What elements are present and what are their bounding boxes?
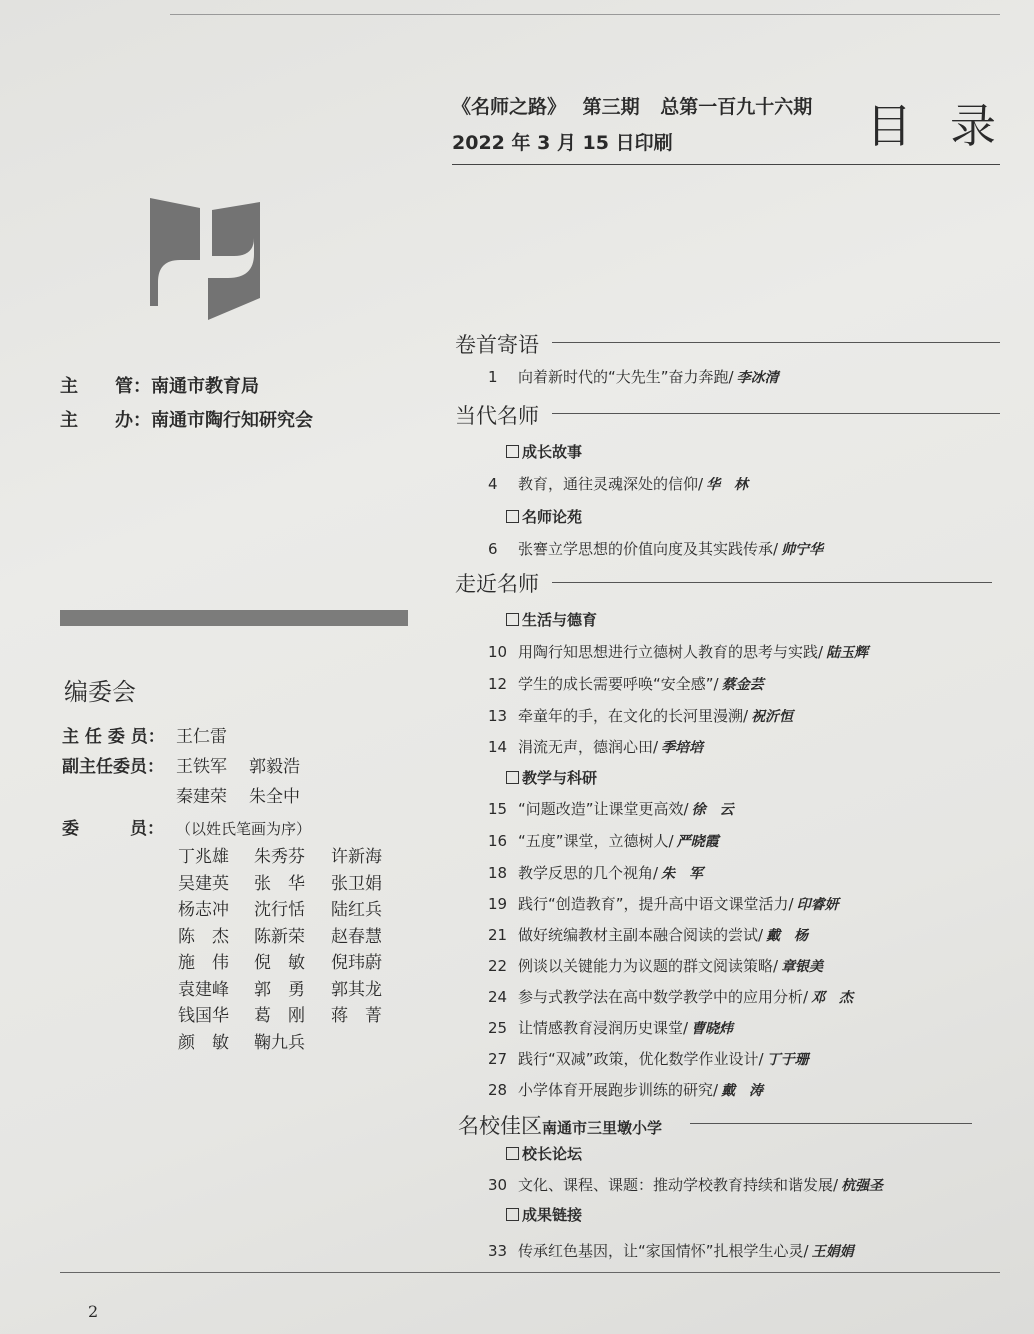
section-rule (552, 413, 1000, 414)
footer-rule (60, 1272, 1000, 1273)
deputy-name: 秦建荣 (176, 787, 227, 807)
issue-number: 第三期 (582, 96, 640, 118)
toc-entry[interactable] (488, 366, 779, 387)
member-name: 陈 杰 (178, 926, 229, 947)
magazine-name: 《名师之路》 (452, 96, 567, 118)
entry-author: 陆玉辉 (826, 645, 869, 661)
member-name: 朱秀芬 (254, 847, 305, 867)
entry-page: 19 (488, 895, 508, 913)
entry-title: 文化、课程、课题：推动学校教育持续和谐发展/ (518, 1176, 839, 1194)
member-name: 倪玮蔚 (331, 953, 382, 973)
entry-author: 章银美 (781, 959, 824, 975)
toc-entry[interactable] (488, 705, 793, 726)
deputy-name: 朱全中 (249, 787, 300, 807)
page-number: 2 (88, 1302, 99, 1321)
magazine-logo-icon (150, 198, 262, 320)
member-name: 吴建英 (178, 873, 229, 894)
entry-author: 朱 军 (661, 866, 704, 882)
total-issue: 总第一百九十六期 (660, 96, 813, 118)
subsection-label: 成果链接 (522, 1206, 583, 1224)
director-name: 王仁雷 (176, 727, 227, 747)
subsection (506, 506, 582, 527)
entry-title: 做好统编教材主副本融合阅读的尝试/ (518, 926, 764, 944)
toc-entry[interactable] (488, 473, 748, 494)
entry-title: 让情感教育浸润历史课堂/ (518, 1019, 689, 1037)
toc-entry[interactable] (488, 1174, 883, 1195)
subsection-label: 生活与德育 (522, 611, 598, 629)
director-row (62, 722, 227, 747)
member-name: 郭其龙 (331, 979, 382, 1000)
section-title: 走近名师 (455, 572, 539, 596)
supervisor-key1: 主 (60, 376, 78, 397)
checkbox-icon (506, 445, 519, 458)
entry-title: 教育，通往灵魂深处的信仰/ (518, 475, 704, 493)
toc-entry[interactable] (488, 862, 703, 883)
entry-title: 参与式教学法在高中数学教学中的应用分析/ (518, 988, 809, 1006)
checkbox-icon (506, 1208, 519, 1221)
entry-page: 13 (488, 707, 508, 725)
deputy-row-2 (176, 782, 300, 807)
entry-author: 李冰清 (736, 370, 779, 386)
toc-entry[interactable] (488, 986, 853, 1007)
toc-entry[interactable] (488, 955, 823, 976)
toc-entry[interactable] (488, 736, 703, 757)
entry-title: 用陶行知思想进行立德树人教育的思考与实践/ (518, 643, 824, 661)
organizer-value: 南通市陶行知研究会 (151, 410, 313, 431)
entry-page: 25 (488, 1019, 508, 1037)
entry-page: 12 (488, 675, 508, 693)
entry-title: 涓流无声，德润心田/ (518, 738, 659, 756)
toc-entry[interactable] (488, 924, 808, 945)
entry-title: 例谈以关键能力为议题的群文阅读策略/ (518, 957, 779, 975)
entry-author: 帅宁华 (781, 542, 824, 558)
member-name: 沈行恬 (254, 900, 305, 920)
organizer-key1: 主 (60, 410, 78, 431)
toc-entry[interactable] (488, 1017, 733, 1038)
entry-title: 践行“创造教育”，提升高中语文课堂活力/ (518, 895, 794, 913)
school-subtitle: 南通市三里墩小学 (542, 1119, 663, 1137)
entry-page: 14 (488, 738, 508, 756)
entry-title: “五度”课堂，立德树人/ (518, 832, 674, 850)
supervisor-row (60, 372, 259, 398)
entry-page: 6 (488, 540, 498, 558)
entry-author: 印睿妍 (796, 897, 839, 913)
section-rule (690, 1123, 972, 1124)
section-title: 名校佳区 (458, 1114, 542, 1138)
entry-page: 33 (488, 1242, 508, 1260)
subsection (506, 1204, 582, 1225)
checkbox-icon (506, 510, 519, 523)
toc-entry[interactable] (488, 538, 823, 559)
top-edge-rule (170, 14, 1000, 15)
subsection (506, 609, 597, 630)
entry-author: 蔡金芸 (721, 677, 764, 693)
entry-page: 24 (488, 988, 508, 1006)
entry-page: 22 (488, 957, 508, 975)
entry-page: 1 (488, 368, 498, 386)
entry-page: 27 (488, 1050, 508, 1068)
subsection (506, 441, 582, 462)
entry-page: 28 (488, 1081, 508, 1099)
entry-author: 曹晓炜 (691, 1021, 734, 1037)
deputy-name: 郭毅浩 (249, 757, 300, 777)
toc-entry[interactable] (488, 1079, 763, 1100)
entry-title: “问题改造”让课堂更高效/ (518, 800, 689, 818)
entry-author: 祝沂恒 (751, 709, 794, 725)
entry-title: 传承红色基因，让“家国情怀”扎根学生心灵/ (518, 1242, 809, 1260)
subsection (506, 767, 597, 788)
entry-author: 华 林 (706, 477, 749, 493)
page-title: 目录 (866, 99, 1034, 153)
member-name: 袁建峰 (178, 979, 229, 1000)
entry-author: 杭强圣 (841, 1178, 884, 1194)
subsection-label: 名师论苑 (522, 508, 583, 526)
members-row (62, 814, 311, 839)
subsection (506, 1143, 582, 1164)
member-name: 蒋 菁 (331, 1006, 382, 1026)
entry-title: 践行“双减”政策，优化数学作业设计/ (518, 1050, 764, 1068)
member-name: 颜 敏 (178, 1032, 229, 1053)
entry-title: 学生的成长需要呼唤“安全感”/ (518, 675, 719, 693)
members-note: （以姓氏笔画为序） (176, 820, 312, 838)
entry-author: 戴 杨 (766, 928, 809, 944)
entry-title: 教学反思的几个视角/ (518, 864, 659, 882)
toc-entry[interactable] (488, 641, 868, 662)
entry-page: 4 (488, 475, 498, 493)
entry-title: 张謇立学思想的价值向度及其实践传承/ (518, 540, 779, 558)
toc-entry[interactable] (488, 893, 839, 914)
member-name: 施 伟 (178, 953, 229, 973)
editorial-heading: 编委会 (64, 678, 136, 706)
entry-author: 季培培 (661, 740, 704, 756)
entry-title: 小学体育开展跑步训练的研究/ (518, 1081, 719, 1099)
member-name: 丁兆雄 (178, 847, 229, 867)
entry-page: 10 (488, 643, 508, 661)
section-title-school (458, 1110, 662, 1140)
deputy-name: 王铁军 (176, 757, 227, 777)
member-name: 陆红兵 (331, 900, 382, 920)
section-title: 卷首寄语 (455, 333, 539, 357)
issue-line (452, 92, 812, 119)
subsection-label: 教学与科研 (522, 769, 598, 787)
member-name: 张卫娟 (331, 873, 382, 894)
director-label: 主 任 委 员： (62, 727, 165, 747)
entry-author: 王娟娟 (811, 1244, 854, 1260)
member-name: 许新海 (331, 847, 382, 867)
supervisor-key2: 管： (115, 376, 151, 397)
entry-author: 严晓霞 (676, 834, 719, 850)
entry-page: 15 (488, 800, 508, 818)
organizer-key2: 办： (115, 410, 151, 431)
toc-entry[interactable] (488, 1240, 854, 1261)
subsection-label: 成长故事 (522, 443, 583, 461)
section-rule (552, 342, 1000, 343)
member-name: 陈新荣 (254, 926, 305, 947)
deputy-row (62, 752, 300, 777)
section-rule (552, 582, 992, 583)
subsection-label: 校长论坛 (522, 1145, 583, 1163)
entry-author: 徐 云 (691, 802, 734, 818)
member-name: 鞠九兵 (254, 1032, 305, 1053)
toc-entry[interactable] (488, 673, 764, 694)
member-name: 钱国华 (178, 1006, 229, 1026)
entry-title: 向着新时代的“大先生”奋力奔跑/ (518, 368, 734, 386)
entry-page: 30 (488, 1176, 508, 1194)
toc-entry[interactable] (488, 798, 734, 819)
section-title: 当代名师 (455, 404, 539, 428)
entry-page: 16 (488, 832, 508, 850)
deputy-label: 副主任委员： (62, 757, 164, 777)
print-date: 2022 年 3 月 15 日印刷 (452, 132, 673, 154)
header-rule (452, 164, 1000, 165)
entry-page: 21 (488, 926, 508, 944)
member-name: 郭 勇 (254, 979, 305, 1000)
entry-author: 邓 杰 (811, 990, 854, 1006)
checkbox-icon (506, 1147, 519, 1160)
supervisor-value: 南通市教育局 (151, 376, 259, 397)
checkbox-icon (506, 613, 519, 626)
divider-bar (60, 610, 408, 626)
entry-title: 牵童年的手，在文化的长河里漫溯/ (518, 707, 749, 725)
entry-author: 戴 涛 (721, 1083, 764, 1099)
member-name: 张 华 (254, 873, 305, 894)
member-name: 杨志冲 (178, 900, 229, 920)
member-name: 倪 敏 (254, 953, 305, 973)
members-label: 委 员： (62, 819, 164, 839)
checkbox-icon (506, 771, 519, 784)
toc-entry[interactable] (488, 830, 719, 851)
member-name: 赵春慧 (331, 926, 382, 947)
toc-entry[interactable] (488, 1048, 809, 1069)
member-name: 葛 刚 (254, 1006, 305, 1026)
entry-author: 丁于珊 (766, 1052, 809, 1068)
entry-page: 18 (488, 864, 508, 882)
organizer-row (60, 406, 313, 432)
